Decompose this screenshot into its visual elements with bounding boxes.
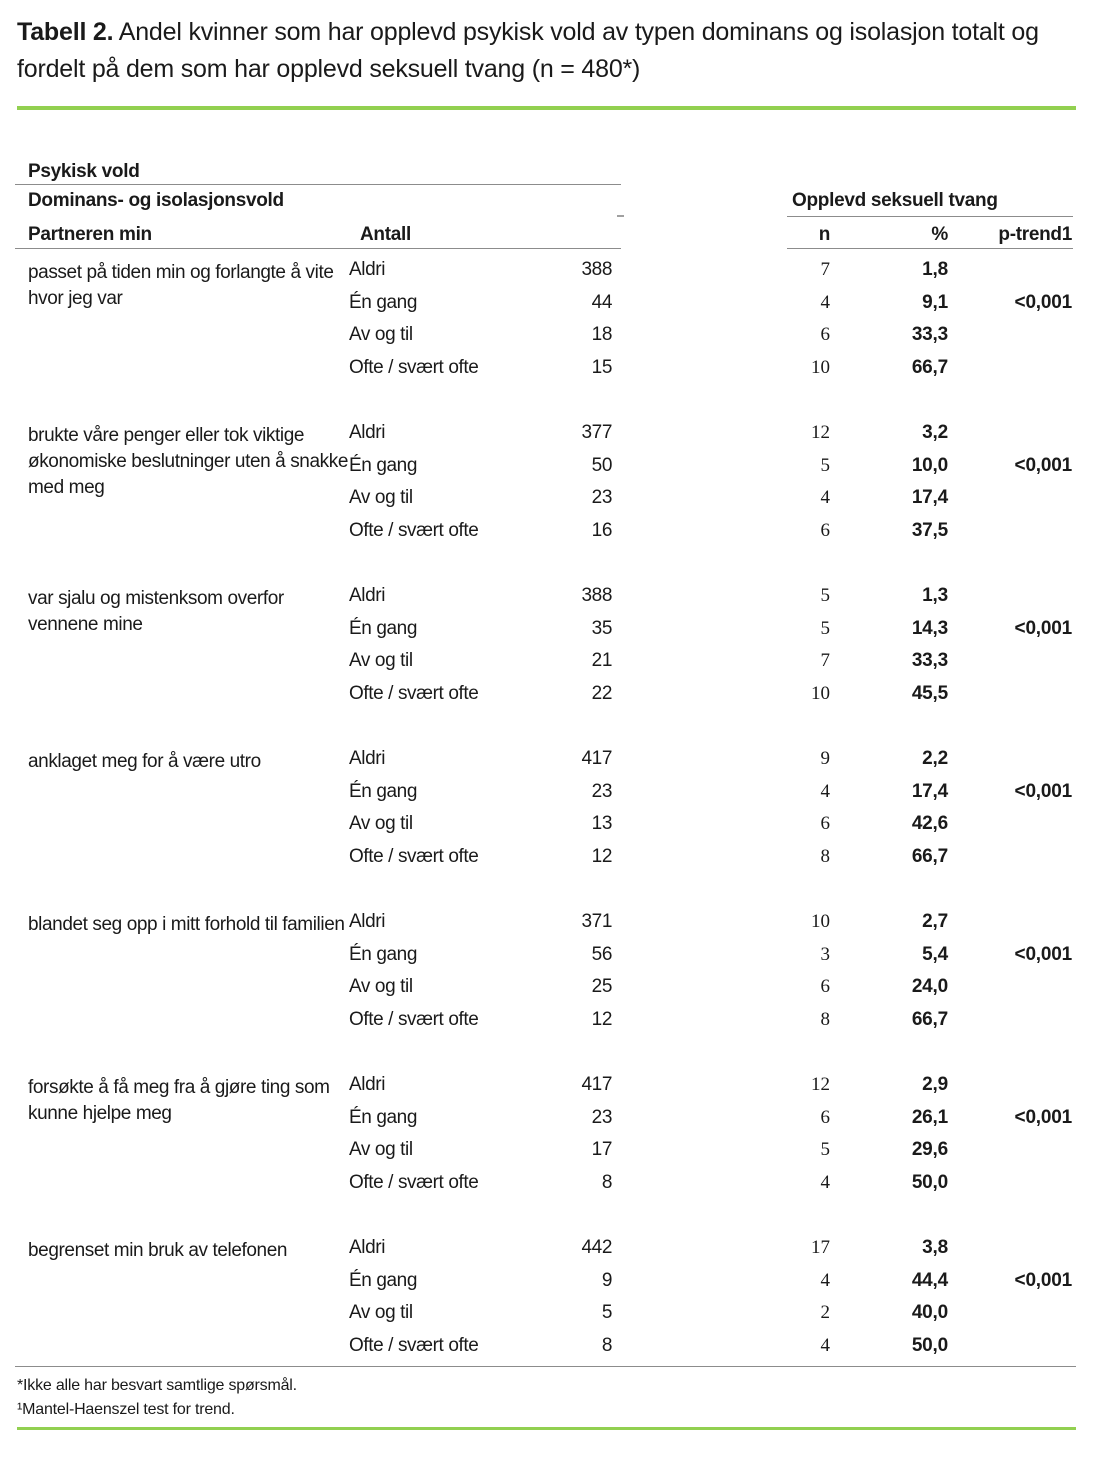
item-statement: anklaget meg for å være utro <box>28 751 261 772</box>
item-statement: passet på tiden min og forlangte å vite hvor jeg var <box>28 262 334 309</box>
antall-value: 35 <box>591 618 612 639</box>
frequency-label: Av og til <box>349 976 413 997</box>
p-trend-value: <0,001 <box>1014 1270 1072 1291</box>
table-row <box>0 520 1093 547</box>
frequency-label: Av og til <box>349 1302 413 1323</box>
n-value: 10 <box>811 683 830 704</box>
table-row <box>0 487 1093 514</box>
n-value: 10 <box>811 911 830 932</box>
table-row <box>0 1237 1093 1264</box>
table-block <box>0 585 1093 717</box>
table-row <box>0 324 1093 351</box>
block-rows <box>0 1237 1093 1369</box>
frequency-label: Én gang <box>349 1270 417 1291</box>
table-row <box>0 618 1093 645</box>
item-statement: blandet seg opp i mitt forhold til familien <box>28 914 345 935</box>
p-trend-value: <0,001 <box>1014 944 1072 965</box>
block-rows <box>0 911 1093 1043</box>
antall-value: 12 <box>591 846 612 867</box>
frequency-label: Ofte / svært ofte <box>349 1335 479 1356</box>
percent-value: 2,7 <box>922 911 948 932</box>
n-value: 12 <box>811 1074 830 1095</box>
table-row <box>0 1107 1093 1134</box>
frequency-label: Aldri <box>349 585 386 606</box>
antall-value: 56 <box>591 944 612 965</box>
table-row <box>0 422 1093 449</box>
table-row <box>0 1270 1093 1297</box>
antall-value: 388 <box>581 585 612 606</box>
n-value: 4 <box>820 1172 830 1193</box>
percent-value: 9,1 <box>922 292 948 313</box>
n-value: 4 <box>820 1335 830 1356</box>
frequency-label: Én gang <box>349 781 417 802</box>
antall-value: 23 <box>591 487 612 508</box>
frequency-label: Av og til <box>349 650 413 671</box>
percent-value: 3,2 <box>922 422 948 443</box>
percent-value: 26,1 <box>911 1107 948 1128</box>
percent-value: 37,5 <box>911 520 948 541</box>
frequency-label: Én gang <box>349 944 417 965</box>
percent-value: 1,8 <box>922 259 948 280</box>
frequency-label: Ofte / svært ofte <box>349 1009 479 1030</box>
n-value: 4 <box>820 292 830 313</box>
frequency-label: Én gang <box>349 455 417 476</box>
column-header-antall: Antall <box>360 224 411 245</box>
n-value: 7 <box>820 259 830 280</box>
block-rows <box>0 585 1093 717</box>
table-row <box>0 976 1093 1003</box>
antall-value: 8 <box>601 1172 612 1193</box>
antall-value: 25 <box>591 976 612 997</box>
frequency-label: Ofte / svært ofte <box>349 520 479 541</box>
footnote-star: *Ikke alle har besvart samtlige spørsmål. <box>17 1377 297 1394</box>
p-trend-value: <0,001 <box>1014 618 1072 639</box>
table-row <box>0 846 1093 873</box>
frequency-label: Av og til <box>349 487 413 508</box>
n-value: 17 <box>811 1237 830 1258</box>
n-value: 12 <box>811 422 830 443</box>
antall-value: 12 <box>591 1009 612 1030</box>
n-value: 4 <box>820 1270 830 1291</box>
antall-value: 13 <box>591 813 612 834</box>
antall-value: 377 <box>581 422 612 443</box>
antall-value: 22 <box>591 683 612 704</box>
antall-value: 16 <box>591 520 612 541</box>
table-row <box>0 292 1093 319</box>
n-value: 10 <box>811 357 830 378</box>
n-value: 6 <box>820 813 830 834</box>
table-row <box>0 911 1093 938</box>
antall-value: 371 <box>581 911 612 932</box>
column-header-ptrend: p-trend1 <box>998 224 1072 245</box>
percent-value: 40,0 <box>911 1302 948 1323</box>
column-header-percent: % <box>931 224 948 245</box>
block-rows <box>0 748 1093 880</box>
antall-value: 15 <box>591 357 612 378</box>
table-row <box>0 455 1093 482</box>
table-row <box>0 357 1093 384</box>
frequency-label: Ofte / svært ofte <box>349 846 479 867</box>
percent-value: 66,7 <box>911 1009 948 1030</box>
percent-value: 44,4 <box>911 1270 948 1291</box>
n-value: 7 <box>820 650 830 671</box>
percent-value: 66,7 <box>911 846 948 867</box>
antall-value: 18 <box>591 324 612 345</box>
percent-value: 17,4 <box>911 487 948 508</box>
percent-value: 5,4 <box>922 944 948 965</box>
footnote-one: ¹Mantel-Haenszel test for trend. <box>17 1401 235 1418</box>
span-header: Opplevd seksuell tvang <box>792 190 998 211</box>
frequency-label: Ofte / svært ofte <box>349 357 479 378</box>
table-bottom-rule <box>15 1366 1076 1367</box>
percent-value: 2,9 <box>922 1074 948 1095</box>
item-statement: brukte våre penger eller tok viktige økonomiske beslutninger uten å snakke med meg <box>28 425 349 498</box>
table-row <box>0 1302 1093 1329</box>
antall-value: 50 <box>591 455 612 476</box>
table-block <box>0 748 1093 880</box>
percent-value: 1,3 <box>922 585 948 606</box>
frequency-label: Av og til <box>349 1139 413 1160</box>
antall-value: 388 <box>581 259 612 280</box>
frequency-label: Ofte / svært ofte <box>349 683 479 704</box>
n-value: 6 <box>820 324 830 345</box>
n-value: 8 <box>820 1009 830 1030</box>
p-trend-value: <0,001 <box>1014 1107 1072 1128</box>
n-value: 6 <box>820 976 830 997</box>
n-value: 3 <box>820 944 830 965</box>
antall-value: 23 <box>591 781 612 802</box>
frequency-label: Aldri <box>349 748 386 769</box>
antall-value: 17 <box>591 1139 612 1160</box>
column-header-n: n <box>818 224 830 245</box>
frequency-label: Av og til <box>349 813 413 834</box>
block-rows <box>0 1074 1093 1206</box>
frequency-label: Aldri <box>349 911 386 932</box>
percent-value: 42,6 <box>911 813 948 834</box>
frequency-label: Én gang <box>349 618 417 639</box>
table-row <box>0 1172 1093 1199</box>
percent-value: 24,0 <box>911 976 948 997</box>
n-value: 6 <box>820 520 830 541</box>
subsection-header: Dominans- og isolasjonsvold <box>28 190 284 211</box>
antall-value: 442 <box>581 1237 612 1258</box>
frequency-label: Aldri <box>349 1237 386 1258</box>
antall-value: 5 <box>601 1302 612 1323</box>
table-row <box>0 1074 1093 1101</box>
item-statement: begrenset min bruk av telefonen <box>28 1240 288 1261</box>
antall-value: 23 <box>591 1107 612 1128</box>
antall-value: 9 <box>601 1270 612 1291</box>
percent-value: 50,0 <box>911 1335 948 1356</box>
table-caption: Andel kvinner som har opplevd psykisk vold av typen dominans og isolasjon totalt og fordelt på dem som har opplevd seksuell tvang (n = 480*) <box>17 18 1039 83</box>
table-row <box>0 650 1093 677</box>
antall-value: 8 <box>601 1335 612 1356</box>
frequency-label: Ofte / svært ofte <box>349 1172 479 1193</box>
p-trend-value: <0,001 <box>1014 781 1072 802</box>
percent-value: 29,6 <box>911 1139 948 1160</box>
frequency-label: Aldri <box>349 259 386 280</box>
table-block <box>0 259 1093 391</box>
p-trend-value: <0,001 <box>1014 292 1072 313</box>
bottom-accent-rule <box>17 1427 1076 1430</box>
n-value: 9 <box>820 748 830 769</box>
p-trend-value: <0,001 <box>1014 455 1072 476</box>
table-block <box>0 1074 1093 1206</box>
table-block <box>0 911 1093 1043</box>
n-value: 2 <box>820 1302 830 1323</box>
percent-value: 33,3 <box>911 650 948 671</box>
percent-value: 14,3 <box>911 618 948 639</box>
frequency-label: Av og til <box>349 324 413 345</box>
table-row <box>0 585 1093 612</box>
item-statement: var sjalu og mistenksom overfor vennene mine <box>28 588 284 635</box>
n-value: 5 <box>820 455 830 476</box>
item-statement: forsøkte å få meg fra å gjøre ting som kunne hjelpe meg <box>28 1077 330 1124</box>
table-number: Tabell 2. <box>17 18 114 46</box>
frequency-label: Aldri <box>349 422 386 443</box>
block-rows <box>0 422 1093 554</box>
percent-value: 17,4 <box>911 781 948 802</box>
table-row <box>0 813 1093 840</box>
percent-value: 66,7 <box>911 357 948 378</box>
table-row <box>0 1139 1093 1166</box>
section-header: Psykisk vold <box>28 161 140 182</box>
table-block <box>0 1237 1093 1369</box>
percent-value: 50,0 <box>911 1172 948 1193</box>
n-value: 4 <box>820 487 830 508</box>
table-row <box>0 1335 1093 1362</box>
antall-value: 21 <box>591 650 612 671</box>
table-row <box>0 683 1093 710</box>
n-value: 8 <box>820 846 830 867</box>
percent-value: 2,2 <box>922 748 948 769</box>
percent-value: 3,8 <box>922 1237 948 1258</box>
n-value: 5 <box>820 1139 830 1160</box>
antall-value: 417 <box>581 748 612 769</box>
antall-value: 44 <box>591 292 612 313</box>
frequency-label: Én gang <box>349 1107 417 1128</box>
table-row <box>0 944 1093 971</box>
block-rows <box>0 259 1093 391</box>
table-row <box>0 259 1093 286</box>
frequency-label: Én gang <box>349 292 417 313</box>
n-value: 5 <box>820 585 830 606</box>
percent-value: 10,0 <box>911 455 948 476</box>
table-row <box>0 781 1093 808</box>
antall-value: 417 <box>581 1074 612 1095</box>
frequency-label: Aldri <box>349 1074 386 1095</box>
n-value: 5 <box>820 618 830 639</box>
percent-value: 33,3 <box>911 324 948 345</box>
percent-value: 45,5 <box>911 683 948 704</box>
table-row <box>0 1009 1093 1036</box>
n-value: 4 <box>820 781 830 802</box>
table-block <box>0 422 1093 554</box>
table-row <box>0 748 1093 775</box>
n-value: 6 <box>820 1107 830 1128</box>
column-header-item: Partneren min <box>28 224 152 245</box>
